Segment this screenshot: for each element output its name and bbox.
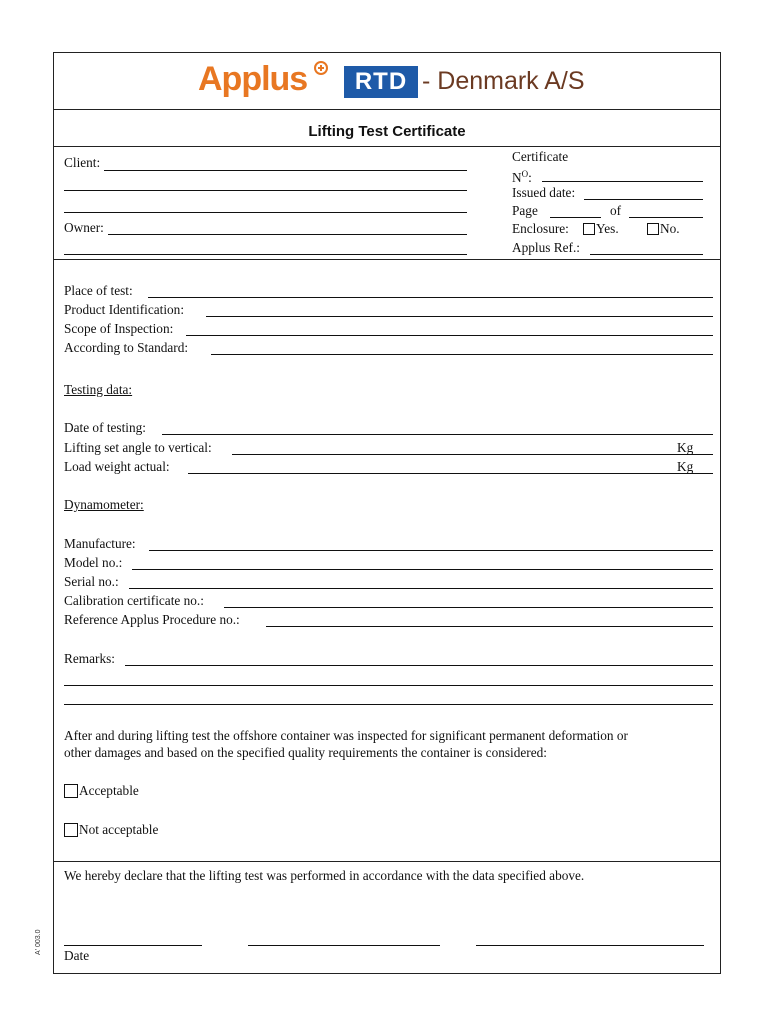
model-no-field[interactable]	[132, 569, 713, 570]
not-acceptable-option[interactable]: Not acceptable	[64, 822, 158, 838]
product-identification-label: Product Identification:	[64, 302, 185, 317]
place-of-test-field[interactable]	[148, 297, 713, 298]
statement-line-2: other damages and based on the specified quality requirements the container is considered:	[64, 745, 547, 760]
date-of-testing-label: Date of testing:	[64, 420, 146, 435]
lifting-angle-unit: Kg	[677, 440, 694, 455]
certificate-number-field[interactable]	[542, 181, 703, 182]
page-label: Page	[512, 203, 538, 218]
reference-procedure-label: Reference Applus Procedure no.:	[64, 612, 240, 627]
certificate-frame	[53, 52, 721, 974]
enclosure-no-checkbox[interactable]	[647, 223, 659, 235]
scope-of-inspection-label: Scope of Inspection:	[64, 321, 174, 336]
issued-date-label: Issued date:	[512, 185, 576, 200]
calibration-certificate-label: Calibration certificate no.:	[64, 593, 204, 608]
serial-no-field[interactable]	[129, 588, 713, 589]
logo-brand: Applus	[198, 60, 308, 98]
plus-circle-icon	[314, 61, 328, 75]
reference-procedure-field[interactable]	[266, 626, 713, 627]
acceptable-checkbox[interactable]	[64, 784, 78, 798]
remarks-field[interactable]	[125, 665, 713, 666]
owner-field[interactable]	[108, 234, 467, 235]
not-acceptable-checkbox[interactable]	[64, 823, 78, 837]
page-number-field[interactable]	[550, 217, 601, 218]
scope-of-inspection-field[interactable]	[186, 335, 713, 336]
page-total-field[interactable]	[629, 217, 703, 218]
lifting-angle-field[interactable]	[232, 454, 713, 455]
remarks-field-line-2[interactable]	[64, 685, 713, 686]
load-weight-unit: Kg	[677, 459, 694, 474]
load-weight-field[interactable]	[188, 473, 713, 474]
signature-line[interactable]	[476, 945, 704, 946]
manufacture-field[interactable]	[149, 550, 713, 551]
load-weight-label: Load weight actual:	[64, 459, 170, 474]
logo-division: RTD	[344, 66, 418, 98]
client-label: Client:	[64, 155, 101, 170]
divider	[54, 109, 720, 110]
issued-date-field[interactable]	[584, 199, 703, 200]
certificate-label: Certificate	[512, 149, 569, 164]
enclosure-no-option[interactable]: No.	[647, 221, 680, 237]
applus-ref-label: Applus Ref.:	[512, 240, 580, 255]
company-logo	[198, 59, 608, 101]
enclosure-label: Enclosure:	[512, 221, 569, 236]
divider	[54, 259, 720, 260]
serial-no-label: Serial no.:	[64, 574, 119, 589]
date-of-testing-field[interactable]	[162, 434, 713, 435]
lifting-angle-label: Lifting set angle to vertical:	[64, 440, 212, 455]
date-signature-line[interactable]	[64, 945, 202, 946]
client-field[interactable]	[104, 170, 467, 171]
date-label: Date	[64, 948, 90, 963]
client-field-line-3[interactable]	[64, 212, 467, 213]
according-to-standard-label: According to Standard:	[64, 340, 189, 355]
model-no-label: Model no.:	[64, 555, 123, 570]
product-identification-field[interactable]	[206, 316, 713, 317]
logo-company-name: - Denmark A/S	[422, 67, 585, 95]
certificate-number-label: $N^O$:	[512, 169, 532, 185]
name-signature-line[interactable]	[248, 945, 440, 946]
acceptable-option[interactable]: Acceptable	[64, 783, 139, 799]
enclosure-yes-checkbox[interactable]	[583, 223, 595, 235]
remarks-label: Remarks:	[64, 651, 115, 666]
owner-field-line-2[interactable]	[64, 254, 467, 255]
statement-line-1: After and during lifting test the offshore container was inspected for significant permanent deformation or	[64, 728, 628, 743]
according-to-standard-field[interactable]	[211, 354, 713, 355]
calibration-certificate-field[interactable]	[224, 607, 713, 608]
enclosure-yes-option[interactable]: Yes.	[583, 221, 619, 237]
dynamometer-heading: Dynamometer:	[64, 497, 144, 512]
declaration-text: We hereby declare that the lifting test was performed in accordance with the data specified above.	[64, 868, 585, 883]
divider	[54, 146, 720, 147]
owner-label: Owner:	[64, 220, 104, 235]
remarks-field-line-3[interactable]	[64, 704, 713, 705]
testing-data-heading: Testing data:	[64, 382, 133, 397]
divider	[54, 861, 720, 862]
applus-ref-field[interactable]	[590, 254, 703, 255]
client-field-line-2[interactable]	[64, 190, 467, 191]
place-of-test-label: Place of test:	[64, 283, 133, 298]
of-label: of	[610, 203, 622, 218]
form-code: A' 003.0	[35, 929, 42, 955]
manufacture-label: Manufacture:	[64, 536, 136, 551]
page-title: Lifting Test Certificate	[308, 123, 466, 140]
